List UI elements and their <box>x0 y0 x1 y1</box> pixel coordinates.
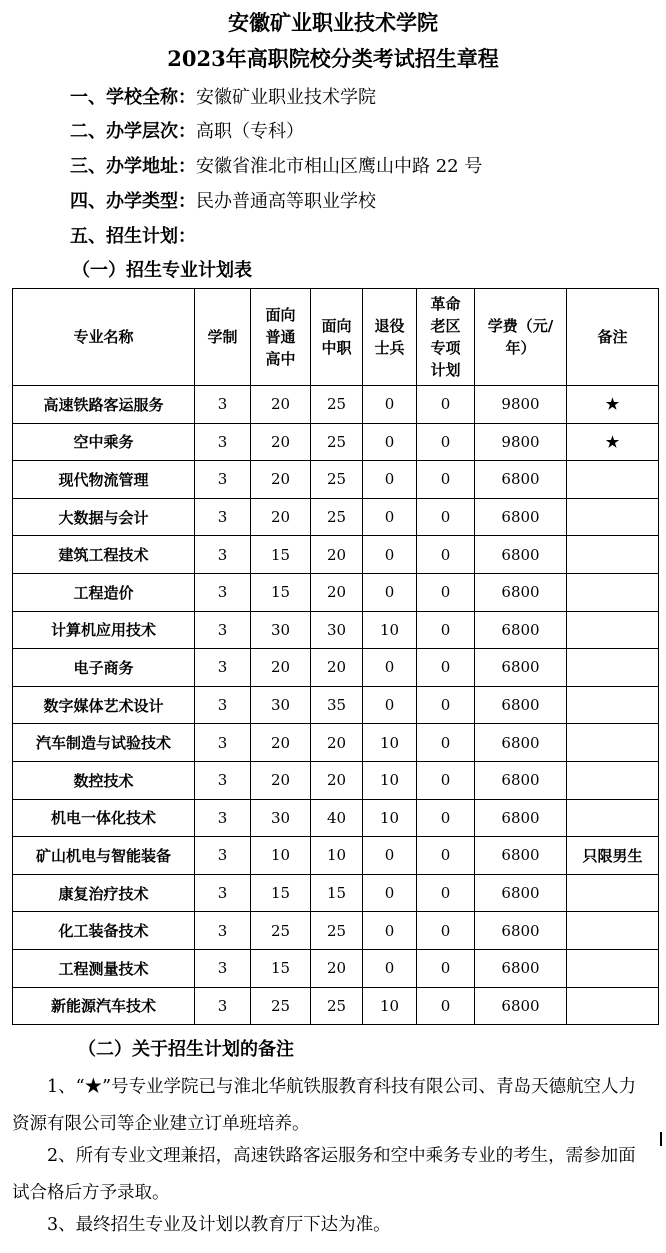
cell-years: 3 <box>195 423 251 461</box>
cell-veterans: 0 <box>363 686 417 724</box>
cell-veterans: 0 <box>363 837 417 875</box>
cell-note <box>567 498 659 536</box>
cell-general-highschool: 20 <box>251 386 311 424</box>
cell-revolutionary-area: 0 <box>417 461 475 499</box>
info-label: 三、办学地址： <box>70 156 196 177</box>
cell-revolutionary-area: 0 <box>417 799 475 837</box>
table-row <box>13 536 659 574</box>
cell-general-highschool: 15 <box>251 949 311 987</box>
info-value: 高职（专科） <box>196 121 304 142</box>
cell-tuition: 6800 <box>475 761 567 799</box>
cell-veterans: 0 <box>363 386 417 424</box>
cell-general-highschool: 20 <box>251 761 311 799</box>
cell-note <box>567 761 659 799</box>
info-enrollment-plan <box>70 222 196 252</box>
cell-years: 3 <box>195 611 251 649</box>
cell-tuition: 6800 <box>475 912 567 950</box>
cell-veterans: 0 <box>363 874 417 912</box>
cell-major: 汽车制造与试验技术 <box>13 724 195 762</box>
cell-vocational: 20 <box>311 536 363 574</box>
cell-revolutionary-area: 0 <box>417 386 475 424</box>
section-plan-table-title: （一）招生专业计划表 <box>72 260 252 281</box>
cell-veterans: 0 <box>363 498 417 536</box>
cell-veterans: 0 <box>363 536 417 574</box>
cell-tuition: 6800 <box>475 987 567 1025</box>
cell-veterans: 0 <box>363 573 417 611</box>
header-revolutionary-area: 革命老区专项计划 <box>417 289 475 386</box>
cell-major: 工程测量技术 <box>13 949 195 987</box>
cell-general-highschool: 20 <box>251 649 311 687</box>
cell-tuition: 9800 <box>475 423 567 461</box>
table-row <box>13 611 659 649</box>
cell-tuition: 6800 <box>475 874 567 912</box>
cell-general-highschool: 20 <box>251 724 311 762</box>
cell-major: 空中乘务 <box>13 423 195 461</box>
cell-general-highschool: 15 <box>251 536 311 574</box>
cell-revolutionary-area: 0 <box>417 761 475 799</box>
cell-vocational: 35 <box>311 686 363 724</box>
cell-veterans: 10 <box>363 611 417 649</box>
cell-veterans: 0 <box>363 649 417 687</box>
cell-vocational: 25 <box>311 386 363 424</box>
cell-years: 3 <box>195 498 251 536</box>
cell-revolutionary-area: 0 <box>417 611 475 649</box>
cell-vocational: 25 <box>311 461 363 499</box>
cell-general-highschool: 25 <box>251 912 311 950</box>
cell-major: 计算机应用技术 <box>13 611 195 649</box>
cell-veterans: 0 <box>363 423 417 461</box>
document-title: 2023年高职院校分类考试招生章程 <box>167 46 499 71</box>
cell-tuition: 6800 <box>475 498 567 536</box>
cell-general-highschool: 15 <box>251 874 311 912</box>
table-row <box>13 837 659 875</box>
info-label: 一、学校全称： <box>70 87 196 108</box>
cell-general-highschool: 20 <box>251 423 311 461</box>
header-veterans: 退役士兵 <box>363 289 417 386</box>
cell-veterans: 0 <box>363 912 417 950</box>
cell-tuition: 6800 <box>475 686 567 724</box>
cell-years: 3 <box>195 686 251 724</box>
note-paragraph-1: 1、“★”号专业学院已与淮北华航铁服教育科技有限公司、青岛天德航空人力资源有限公司等企业建立订单班培养。 <box>12 1077 637 1134</box>
cell-major: 电子商务 <box>13 649 195 687</box>
table-row <box>13 912 659 950</box>
cell-veterans: 10 <box>363 724 417 762</box>
cell-note <box>567 912 659 950</box>
table-row <box>13 686 659 724</box>
cell-major: 高速铁路客运服务 <box>13 386 195 424</box>
cell-veterans: 10 <box>363 761 417 799</box>
cell-years: 3 <box>195 461 251 499</box>
note-paragraph-3: 3、最终招生专业及计划以教育厅下达为准。 <box>47 1215 391 1235</box>
table-row <box>13 949 659 987</box>
cell-note <box>567 949 659 987</box>
table-row <box>13 724 659 762</box>
cell-note <box>567 686 659 724</box>
cell-major: 大数据与会计 <box>13 498 195 536</box>
cell-tuition: 6800 <box>475 837 567 875</box>
cell-major: 建筑工程技术 <box>13 536 195 574</box>
cell-note <box>567 611 659 649</box>
cell-revolutionary-area: 0 <box>417 536 475 574</box>
table-row <box>13 761 659 799</box>
cell-general-highschool: 30 <box>251 611 311 649</box>
cell-revolutionary-area: 0 <box>417 949 475 987</box>
table-row <box>13 423 659 461</box>
enrollment-plan-table <box>12 288 659 1025</box>
table-row <box>13 987 659 1025</box>
cell-general-highschool: 20 <box>251 498 311 536</box>
table-row <box>13 649 659 687</box>
cell-years: 3 <box>195 874 251 912</box>
cell-vocational: 15 <box>311 874 363 912</box>
table-header-row <box>13 289 659 386</box>
cell-general-highschool: 25 <box>251 987 311 1025</box>
cell-revolutionary-area: 0 <box>417 498 475 536</box>
cell-major: 数控技术 <box>13 761 195 799</box>
cell-tuition: 6800 <box>475 536 567 574</box>
cell-vocational: 25 <box>311 423 363 461</box>
header-vocational: 面向中职 <box>311 289 363 386</box>
cell-note <box>567 536 659 574</box>
cell-vocational: 20 <box>311 949 363 987</box>
cell-major: 康复治疗技术 <box>13 874 195 912</box>
cell-years: 3 <box>195 649 251 687</box>
cell-vocational: 40 <box>311 799 363 837</box>
cell-veterans: 10 <box>363 799 417 837</box>
cell-tuition: 6800 <box>475 949 567 987</box>
cell-note <box>567 461 659 499</box>
cell-vocational: 20 <box>311 761 363 799</box>
header-tuition: 学费（元/年） <box>475 289 567 386</box>
info-type <box>70 187 376 217</box>
cell-revolutionary-area: 0 <box>417 573 475 611</box>
table-row <box>13 799 659 837</box>
cell-revolutionary-area: 0 <box>417 987 475 1025</box>
section-notes-title: （二）关于招生计划的备注 <box>78 1039 294 1060</box>
page-edge-mark <box>660 1132 662 1146</box>
table-row <box>13 386 659 424</box>
cell-major: 机电一体化技术 <box>13 799 195 837</box>
cell-major: 工程造价 <box>13 573 195 611</box>
cell-vocational: 20 <box>311 724 363 762</box>
cell-years: 3 <box>195 573 251 611</box>
cell-veterans: 10 <box>363 987 417 1025</box>
cell-general-highschool: 20 <box>251 461 311 499</box>
cell-major: 化工装备技术 <box>13 912 195 950</box>
cell-years: 3 <box>195 761 251 799</box>
table-row <box>13 573 659 611</box>
cell-note <box>567 799 659 837</box>
cell-note: 只限男生 <box>567 837 659 875</box>
cell-note <box>567 987 659 1025</box>
table-row <box>13 498 659 536</box>
header-general-highschool: 面向普通高中 <box>251 289 311 386</box>
header-major: 专业名称 <box>13 289 195 386</box>
info-school-name <box>70 83 376 113</box>
cell-vocational: 25 <box>311 498 363 536</box>
cell-general-highschool: 10 <box>251 837 311 875</box>
info-value: 民办普通高等职业学校 <box>196 191 376 212</box>
info-label: 二、办学层次： <box>70 121 196 142</box>
info-level <box>70 117 304 147</box>
cell-major: 矿山机电与智能装备 <box>13 837 195 875</box>
cell-general-highschool: 30 <box>251 686 311 724</box>
cell-major: 数字媒体艺术设计 <box>13 686 195 724</box>
cell-note <box>567 724 659 762</box>
info-value: 安徽矿业职业技术学院 <box>196 87 376 108</box>
cell-vocational: 20 <box>311 649 363 687</box>
cell-years: 3 <box>195 724 251 762</box>
cell-revolutionary-area: 0 <box>417 423 475 461</box>
cell-note: ★ <box>567 423 659 461</box>
cell-revolutionary-area: 0 <box>417 649 475 687</box>
table-row <box>13 874 659 912</box>
cell-note <box>567 649 659 687</box>
school-name-title: 安徽矿业职业技术学院 <box>228 10 438 35</box>
cell-tuition: 6800 <box>475 799 567 837</box>
cell-major: 新能源汽车技术 <box>13 987 195 1025</box>
cell-note <box>567 573 659 611</box>
cell-vocational: 10 <box>311 837 363 875</box>
cell-revolutionary-area: 0 <box>417 912 475 950</box>
cell-tuition: 6800 <box>475 611 567 649</box>
cell-years: 3 <box>195 987 251 1025</box>
cell-years: 3 <box>195 949 251 987</box>
cell-vocational: 25 <box>311 987 363 1025</box>
info-label: 四、办学类型： <box>70 191 196 212</box>
cell-tuition: 6800 <box>475 724 567 762</box>
cell-tuition: 6800 <box>475 461 567 499</box>
note-paragraph-2: 2、所有专业文理兼招，高速铁路客运服务和空中乘务专业的考生，需参加面试合格后方予录取。 <box>12 1146 636 1203</box>
cell-years: 3 <box>195 386 251 424</box>
info-label: 五、招生计划： <box>70 226 196 247</box>
cell-revolutionary-area: 0 <box>417 837 475 875</box>
cell-years: 3 <box>195 912 251 950</box>
cell-note <box>567 874 659 912</box>
cell-revolutionary-area: 0 <box>417 724 475 762</box>
cell-note: ★ <box>567 386 659 424</box>
cell-vocational: 20 <box>311 573 363 611</box>
cell-revolutionary-area: 0 <box>417 686 475 724</box>
cell-general-highschool: 30 <box>251 799 311 837</box>
cell-veterans: 0 <box>363 949 417 987</box>
cell-vocational: 25 <box>311 912 363 950</box>
header-years: 学制 <box>195 289 251 386</box>
cell-general-highschool: 15 <box>251 573 311 611</box>
cell-years: 3 <box>195 536 251 574</box>
cell-tuition: 6800 <box>475 649 567 687</box>
cell-tuition: 9800 <box>475 386 567 424</box>
cell-revolutionary-area: 0 <box>417 874 475 912</box>
cell-vocational: 30 <box>311 611 363 649</box>
info-value: 安徽省淮北市相山区鹰山中路 22 号 <box>196 156 483 177</box>
info-address <box>70 152 482 182</box>
cell-tuition: 6800 <box>475 573 567 611</box>
table-body <box>13 386 659 1025</box>
table-row <box>13 461 659 499</box>
cell-years: 3 <box>195 799 251 837</box>
header-note: 备注 <box>567 289 659 386</box>
cell-major: 现代物流管理 <box>13 461 195 499</box>
cell-veterans: 0 <box>363 461 417 499</box>
cell-years: 3 <box>195 837 251 875</box>
